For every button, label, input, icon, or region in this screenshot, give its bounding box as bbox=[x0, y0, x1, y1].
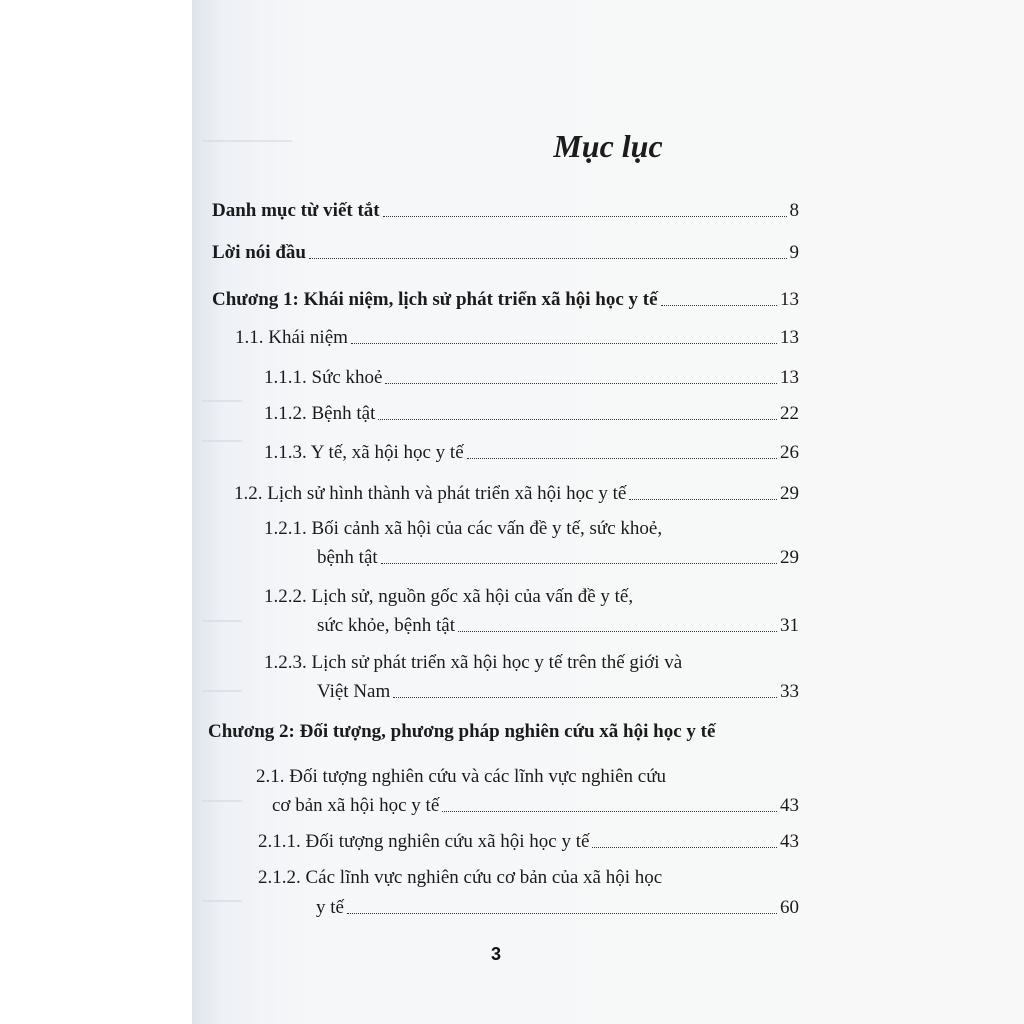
leader-dots bbox=[309, 258, 787, 259]
leader-dots bbox=[378, 419, 777, 420]
toc-entry-page: 13 bbox=[780, 367, 799, 388]
toc-chapter-entry bbox=[212, 290, 799, 309]
toc-entry-label: 2.1.1. Đối tượng nghiên cứu xã hội học y tế bbox=[258, 831, 590, 852]
toc-entry-label: bệnh tật bbox=[317, 547, 378, 568]
toc-entry-page: 13 bbox=[780, 289, 799, 310]
toc-entry-page: 26 bbox=[780, 442, 799, 463]
leader-dots bbox=[467, 458, 777, 459]
toc-entry-line1: 1.2.3. Lịch sử phát triển xã hội học y tế trên thế giới và bbox=[264, 652, 683, 673]
toc-entry-page: 31 bbox=[780, 615, 799, 636]
show-through-mark bbox=[202, 400, 242, 402]
leader-dots bbox=[383, 216, 787, 217]
toc-entry bbox=[272, 796, 799, 815]
toc-entry bbox=[317, 616, 799, 635]
toc-entry-label: 1.1.3. Y tế, xã hội học y tế bbox=[264, 442, 464, 463]
toc-entry-page: 13 bbox=[780, 327, 799, 348]
toc-entry bbox=[234, 484, 799, 503]
toc-entry-page: 8 bbox=[789, 200, 799, 221]
toc-entry-label: sức khỏe, bệnh tật bbox=[317, 615, 455, 636]
toc-entry-label: y tế bbox=[316, 897, 344, 918]
leader-dots bbox=[661, 305, 777, 306]
leader-dots bbox=[442, 811, 777, 812]
leader-dots bbox=[351, 343, 777, 344]
toc-entry-label: Việt Nam bbox=[317, 681, 391, 702]
toc-entry-label: 1.1.2. Bệnh tật bbox=[264, 403, 376, 424]
leader-dots bbox=[347, 913, 777, 914]
toc-entry bbox=[317, 548, 799, 567]
toc-entry-line1: 1.2.1. Bối cảnh xã hội của các vấn đề y tế, sức khoẻ, bbox=[264, 518, 663, 539]
show-through-mark bbox=[202, 800, 242, 802]
toc-entry bbox=[212, 243, 799, 262]
toc-title: Mục lục bbox=[553, 128, 663, 164]
toc-chapter-entry: Chương 2: Đối tượng, phương pháp nghiên cứu xã hội học y tế bbox=[208, 721, 716, 742]
toc-entry-page: 33 bbox=[780, 681, 799, 702]
page-number: 3 bbox=[491, 944, 502, 964]
toc-entry-page: 9 bbox=[789, 242, 799, 263]
toc-entry-page: 43 bbox=[780, 831, 799, 852]
toc-entry-page: 29 bbox=[780, 483, 799, 504]
toc-entry-line1: 2.1. Đối tượng nghiên cứu và các lĩnh vực nghiên cứu bbox=[256, 766, 667, 787]
toc-entry bbox=[317, 682, 799, 701]
toc-entry-page: 29 bbox=[780, 547, 799, 568]
toc-entry-label: Danh mục từ viết tắt bbox=[212, 200, 380, 221]
toc-entry-page: 22 bbox=[780, 403, 799, 424]
show-through-mark bbox=[202, 900, 242, 902]
toc-entry-page: 43 bbox=[780, 795, 799, 816]
leader-dots bbox=[381, 563, 777, 564]
toc-entry bbox=[264, 368, 799, 387]
toc-entry-label: Lời nói đầu bbox=[212, 242, 306, 263]
toc-entry-line1: 1.2.2. Lịch sử, nguồn gốc xã hội của vấn đề y tế, bbox=[264, 586, 634, 607]
toc-entry-label: 1.1. Khái niệm bbox=[235, 327, 348, 348]
toc-entry-page: 60 bbox=[780, 897, 799, 918]
leader-dots bbox=[458, 631, 777, 632]
leader-dots bbox=[385, 383, 777, 384]
book-page bbox=[192, 0, 1024, 1024]
show-through-mark bbox=[202, 690, 242, 692]
toc-entry-label: 1.2. Lịch sử hình thành và phát triển xã hội học y tế bbox=[234, 483, 627, 504]
toc-entry bbox=[264, 443, 799, 462]
toc-entry bbox=[316, 898, 799, 917]
leader-dots bbox=[629, 499, 777, 500]
leader-dots bbox=[393, 697, 777, 698]
toc-entry bbox=[264, 404, 799, 423]
toc-entry bbox=[258, 832, 799, 851]
leader-dots bbox=[592, 847, 777, 848]
toc-entry-line1: 2.1.2. Các lĩnh vực nghiên cứu cơ bản của xã hội học bbox=[258, 867, 663, 888]
toc-entry-label: Chương 1: Khái niệm, lịch sử phát triển xã hội học y tế bbox=[212, 289, 658, 310]
toc-entry-label: cơ bản xã hội học y tế bbox=[272, 795, 440, 816]
show-through-mark bbox=[202, 620, 242, 622]
toc-entry-label: 1.1.1. Sức khoẻ bbox=[264, 367, 383, 388]
toc-entry bbox=[212, 201, 799, 220]
show-through-mark bbox=[202, 440, 242, 442]
toc-entry bbox=[235, 328, 799, 347]
